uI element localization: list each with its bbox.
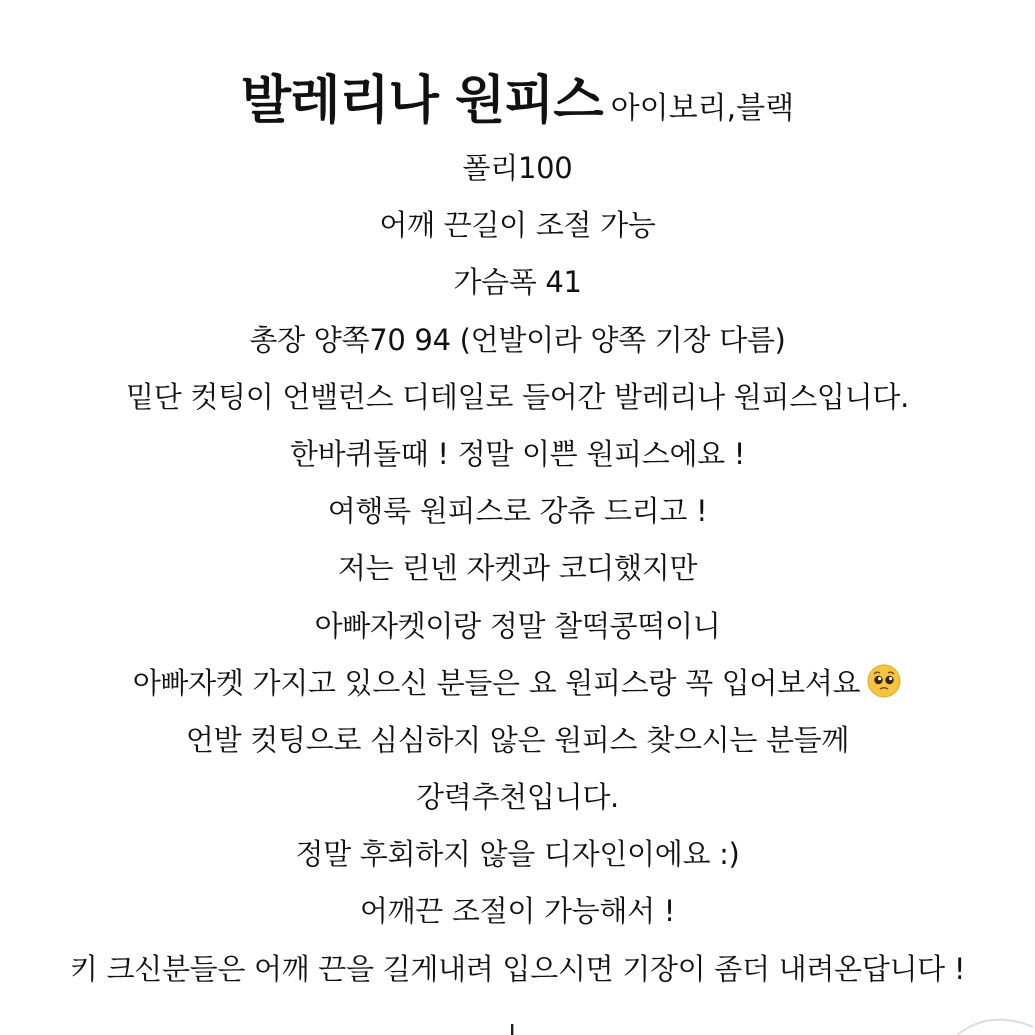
description-line-strap: 어깨 끈길이 조절 가능	[379, 208, 656, 243]
description-lines	[0, 145, 1035, 1003]
description-line-try-it: 아빠자켓 가지고 있으신 분들은 요 원피스랑 꼭 입어보셔요	[0, 660, 1035, 717]
description-line-adjustable: 어깨끈 조절이 가능해서 !	[359, 894, 676, 929]
description-line-travel: 여행룩 원피스로 강츄 드리고 !	[327, 494, 708, 529]
title-row	[0, 58, 1035, 133]
product-colors: 아이보리,블랙	[610, 91, 795, 126]
description-line-hem-detail: 밑단 컷팅이 언밸런스 디테일로 들어간 발레리나 원피스입니다.	[126, 379, 909, 414]
description-line-chest: 가슴폭 41	[453, 265, 582, 300]
description-line-no-regret: 정말 후회하지 않을 디자인이에요 :)	[295, 837, 740, 872]
description-line-dad-jacket: 아빠자켓이랑 정말 찰떡콩떡이니	[314, 608, 721, 643]
description-line-uneven-cut: 언발 컷팅으로 심심하지 않은 원피스 찾으시는 분들께	[185, 722, 850, 757]
cutoff-glyph	[505, 1022, 519, 1035]
description-line-tall-tip: 키 크신분들은 어깨 끈을 길게내려 입으시면 기장이 좀더 내려온답니다 !	[69, 951, 966, 986]
description-line-length: 총장 양쪽70 94 (언발이라 양쪽 기장 다름)	[249, 322, 786, 357]
description-line-material: 폴리100	[462, 151, 573, 185]
pleading-face-icon	[866, 663, 902, 699]
description-line-linen-jacket: 저는 린넨 자켓과 코디했지만	[337, 551, 698, 586]
description-line-recommend: 강력추천입니다.	[416, 780, 619, 815]
product-title: 발레리나 원피스	[240, 71, 603, 131]
corner-decoration	[945, 1005, 1035, 1035]
description-line-spin: 한바퀴돌때 ! 정말 이쁜 원피스에요 !	[289, 436, 746, 471]
